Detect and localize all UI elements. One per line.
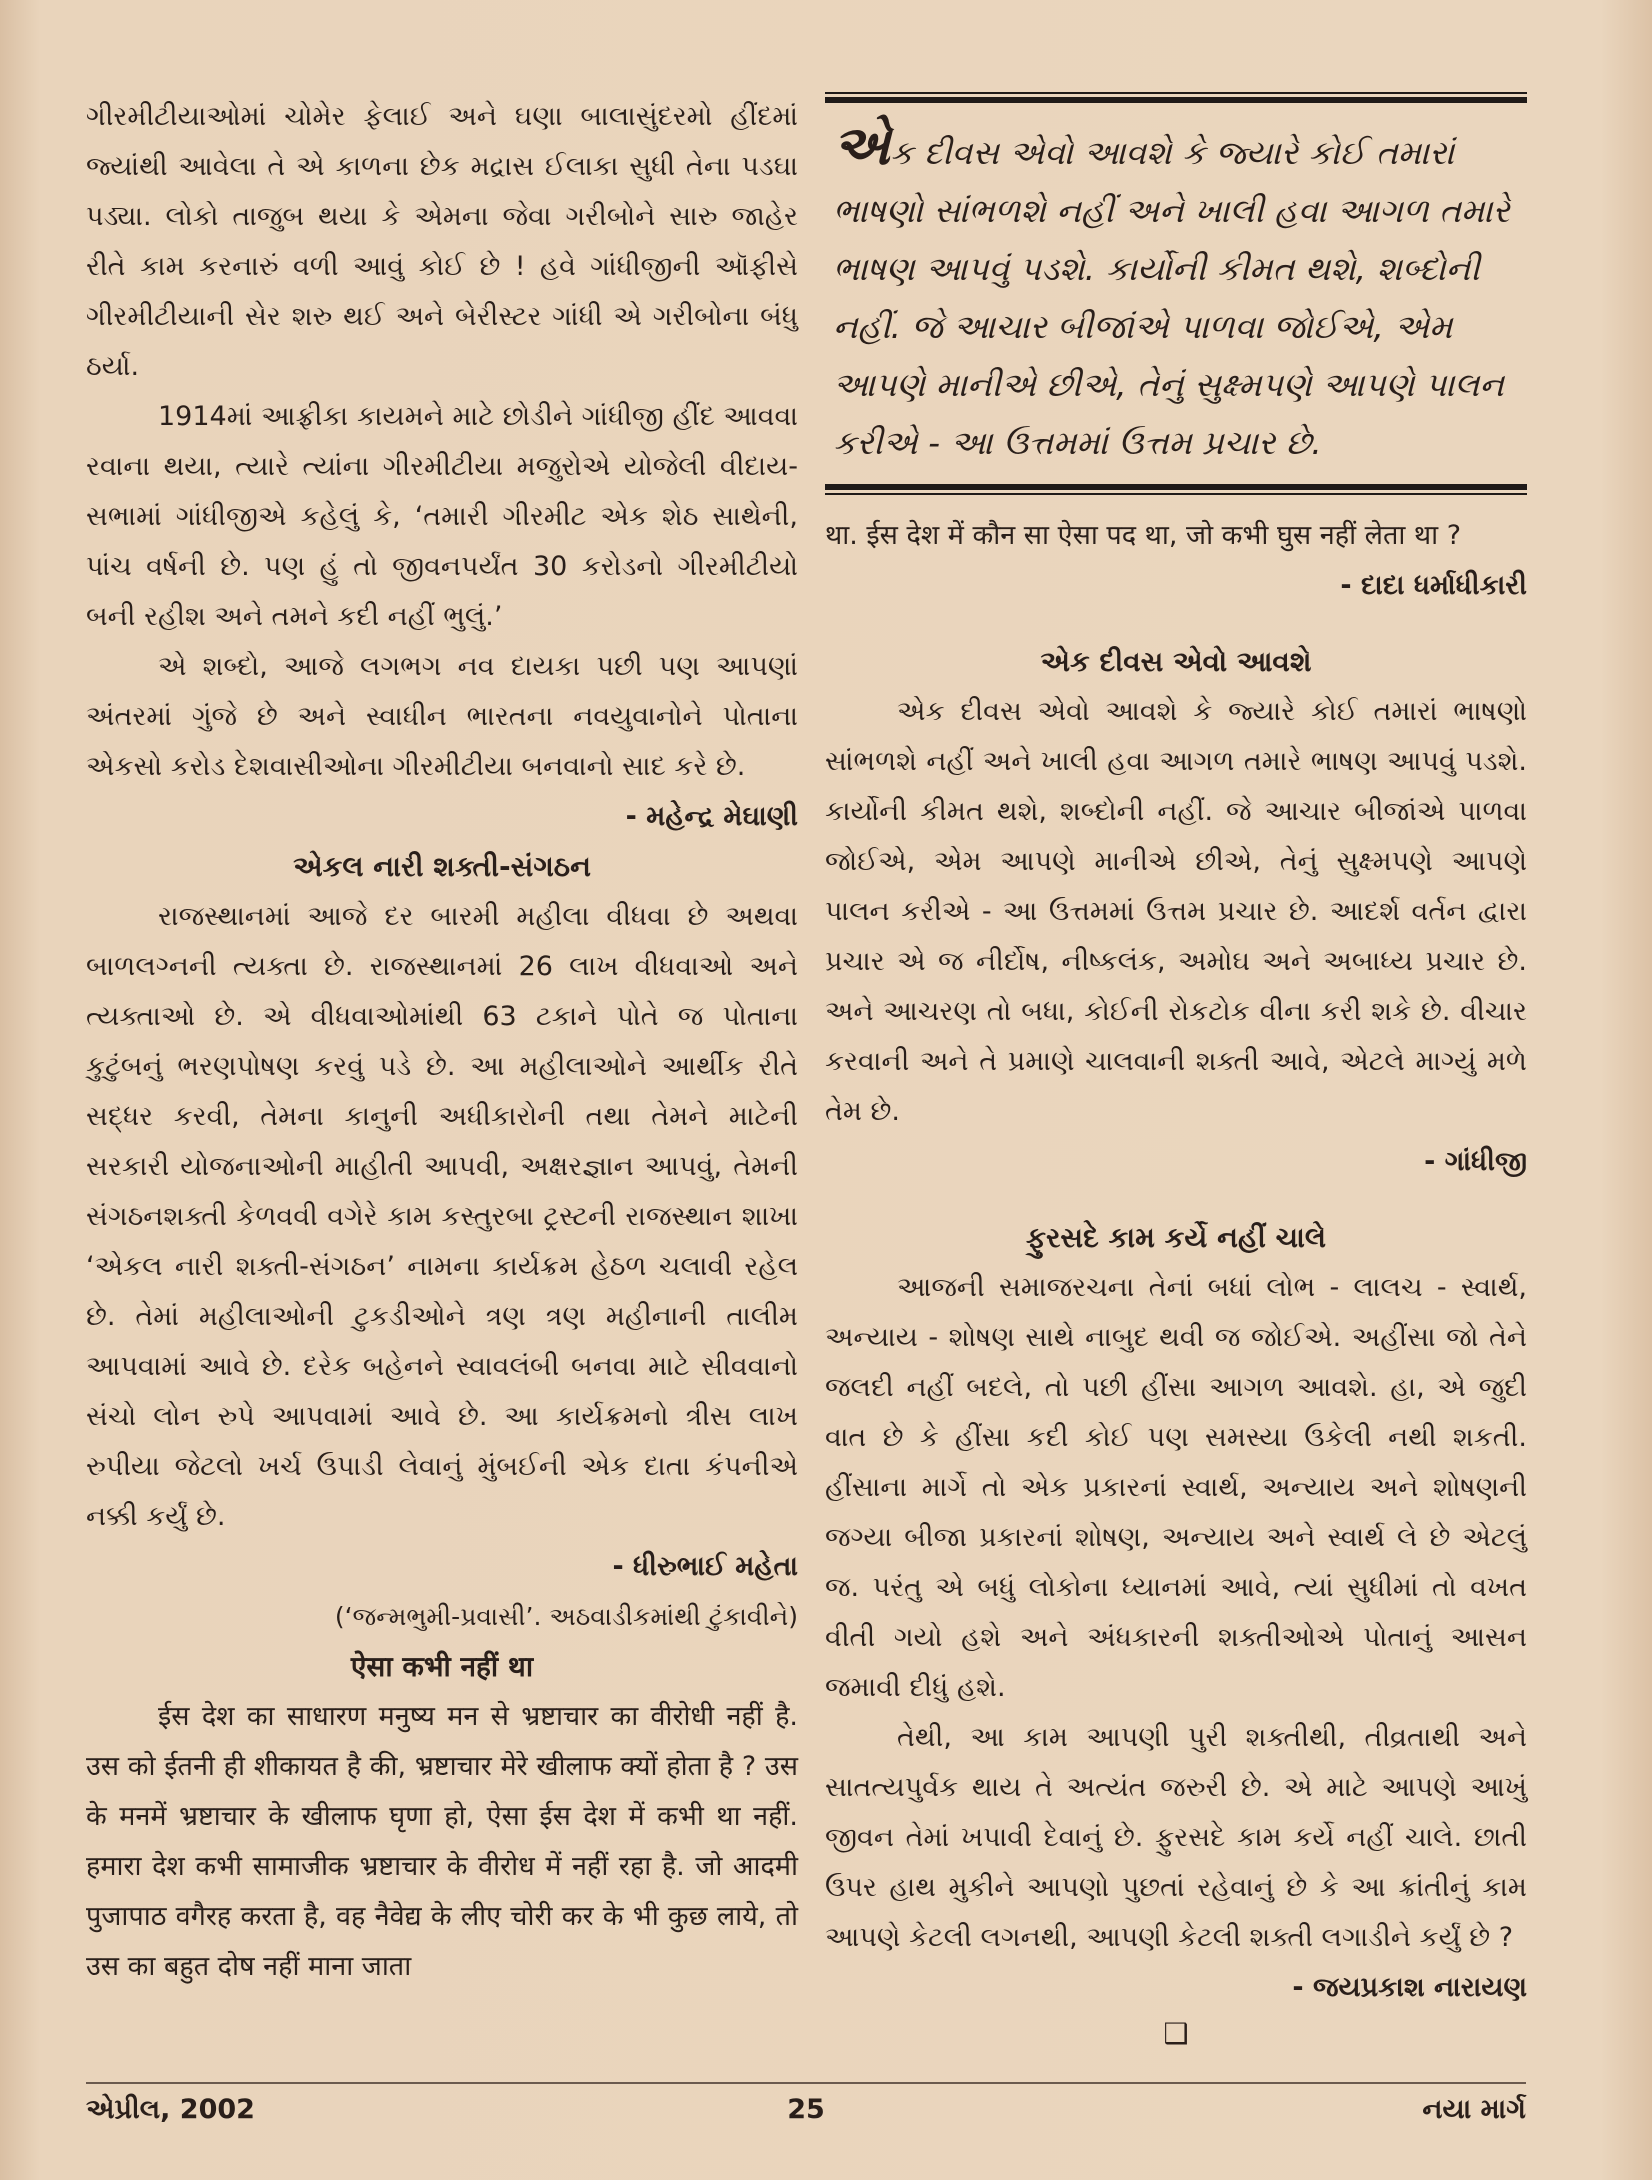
divider: [825, 484, 1527, 490]
source-note: (‘જન્મભુમી-પ્રવાસી’. અઠવાડીકમાંથી ટુંકાવીને): [334, 1602, 798, 1631]
section-heading: એકલ નારી શક્તી-સંગઠન: [293, 850, 591, 883]
paragraph: આજની સમાજરચના તેનાં બધાં લોભ - લાલચ - સ્વાર્થ, અન્યાય - શોષણ સાથે નાબુદ થવી જ જોઈએ. અહીંસા જો તેને જલદી નહીં બદલે, તો પછી હીંસા આગળ આવશે. હા, એ જુદી વાત છે કે હીંસા કદી કોઈ પણ સમસ્યા ઉકેલી નથી શકતી. હીંસાના માર્ગે તો એક પ્રકારનાં સ્વાર્થ, અન્યાય અને શોષણની જગ્યા બીજા પ્રકારનાં શોષણ, અન્યાય અને સ્વાર્થ લે છે એટલું જ. પરંતુ એ બધું લોકોના ધ્યાનમાં આવે, ત્યાં સુધીમાં તો વખત વીતી ગયો હશે અને અંધકારની શક્તીઓએ પોતાનું આસન જમાવી દીધું હશે.: [825, 1272, 1527, 1703]
author-signature: - ગાંધીજી: [1424, 1146, 1527, 1177]
section-heading: ફુરસદે કામ કર્યે નહીં ચાલે: [1025, 1221, 1327, 1254]
end-mark-icon: ❑: [1163, 2017, 1189, 2050]
pull-quote-text: ક દીવસ એવો આવશે કે જ્યારે કોઈ તમારાં ભાષણો સાંભળશે નહીં અને ખાલી હવા આગળ તમારે ભાષણ આપવું પડશે. કાર્યોની કીમત થશે, શબ્દોની નહીં. જે આચાર બીજાંએ પાળવા જોઈએ, એમ આપણે માનીએ છીએ, તેનું સુક્ષ્મપણે આપણે પાલન કરીએ - આ ઉત્તમમાં ઉત્તમ પ્રચાર છે.: [833, 133, 1510, 462]
paragraph: 1914માં આફ્રીકા કાયમને માટે છોડીને ગાંધીજી હીંદ આવવા રવાના થયા, ત્યારે ત્યાંના ગીરમીટીયા મજુરોએ યોજેલી વીદાય-સભામાં ગાંધીજીએ કહેલું કે, ‘તમારી ગીરમીટ એક શેઠ સાથેની, પાંચ વર્ષની છે. પણ હું તો જીવનપર્યંત 30 કરોડનો ગીરમીટીયો બની રહીશ અને તમને કદી નહીં ભુલું.’: [86, 401, 798, 632]
author-signature: - મહેન્દ્ર મેઘાણી: [625, 801, 798, 832]
divider: [825, 493, 1527, 495]
magazine-name: નયા માર્ગ: [1422, 2094, 1526, 2125]
paragraph: ગીરમીટીયાઓમાં ચોમેર ફેલાઈ અને ઘણા બાલાસુંદરમો હીંદમાં જ્યાંથી આવેલા તે એ કાળના છેક મદ્રાસ ઈલાકા સુધી તેના પડઘા પડ્યા. લોકો તાજુબ થયા કે એમના જેવા ગરીબોને સારુ જાહેર રીતે કામ કરનારું વળી આવું કોઈ છે ! હવે ગાંધીજીની ઑફીસે ગીરમીટીયાની સેર શરુ થઈ અને બેરીસ્ટર ગાંધી એ ગરીબોના બંધુ ઠર્યા.: [86, 101, 798, 382]
section-heading: એક દીવસ એવો આવશે: [1040, 645, 1312, 678]
divider: [825, 92, 1527, 94]
paragraph: એ શબ્દો, આજે લગભગ નવ દાયકા પછી પણ આપણાં અંતરમાં ગુંજે છે અને સ્વાધીન ભારતના નવયુવાનોને પોતાના એકસો કરોડ દેશવાસીઓના ગીરમીટીયા બનવાનો સાદ કરે છે.: [86, 651, 798, 782]
paragraph: રાજસ્થાનમાં આજે દર બારમી મહીલા વીધવા છે અથવા બાળલગ્નની ત્યક્તા છે. રાજસ્થાનમાં 26 લાખ વીધવાઓ અને ત્યક્તાઓ છે. એ વીધવાઓમાંથી 63 ટકાને પોતે જ પોતાના કુટુંબનું ભરણપોષણ કરવું પડે છે. આ મહીલાઓને આર્થીક રીતે સદ્ધર કરવી, તેમના કાનુની અધીકારોની તથા તેમને માટેની સરકારી યોજનાઓની માહીતી આપવી, અક્ષરજ્ઞાન આપવું, તેમની સંગઠનશક્તી કેળવવી વગેરે કામ કસ્તુરબા ટ્રસ્ટની રાજસ્થાન શાખા ‘એકલ નારી શક્તી-સંગઠન’ નામના કાર્યક્રમ હેઠળ ચલાવી રહેલ છે. તેમાં મહીલાઓની ટુકડીઓને ત્રણ ત્રણ મહીનાની તાલીમ આપવામાં આવે છે. દરેક બહેનને સ્વાવલંબી બનવા માટે સીવવાનો સંચો લોન રુપે આપવામાં આવે છે. આ કાર્યક્રમનો ત્રીસ લાખ રુપીયા જેટલો ખર્ચ ઉપાડી લેવાનું મુંબઈની એક દાતા કંપનીએ નક્કી કર્યું છે.: [86, 901, 798, 1532]
author-signature: - જયપ્રકાશ નારાયણ: [1292, 1972, 1527, 2003]
page-number: 25: [787, 2094, 825, 2125]
divider: [86, 2082, 1526, 2084]
drop-cap: એ: [833, 114, 890, 177]
issue-date: એપ્રીલ, 2002: [86, 2094, 255, 2125]
paragraph: એક દીવસ એવો આવશે કે જ્યારે કોઈ તમારાં ભાષણો સાંભળશે નહીં અને ખાલી હવા આગળ તમારે ભાષણ આપવું પડશે. કાર્યોની કીમત થશે, શબ્દોની નહીં. જે આચાર બીજાંએ પાળવા જોઈએ, એમ આપણે માનીએ છીએ, તેનું સુક્ષ્મપણે આપણે પાલન કરીએ - આ ઉત્તમમાં ઉત્તમ પ્રચાર છે. આદર્શ વર્તન દ્વારા પ્રચાર એ જ નીર્દોષ, નીષ્કલંક, અમોઘ અને અબાધ્ય પ્રચાર છે. અને આચરણ તો બધા, કોઈની રોકટોક વીના કરી શકે છે. વીચાર કરવાની અને તે પ્રમાણે ચાલવાની શક્તી આવે, એટલે માગ્યું મળે તેમ છે.: [825, 696, 1527, 1127]
paragraph: ईस देश का साधारण मनुष्य मन से भ्रष्टाचार का वीरोधी नहीं है. उस को ईतनी ही शीकायत है की, भ्रष्टाचार मेरे खीलाफ क्यों होता है ? उस के मनमें भ्रष्टाचार के खीलाफ घृणा हो, ऐसा ईस देश में कभी था नहीं. हमारा देश कभी सामाजीक भ्रष्टाचार के वीरोध में नहीं रहा है. जो आदमी पुजापाठ वगैरह करता है, वह नैवेद्य के लीए चोरी कर के भी कुछ लाये, तो उस का बहुत दोष नहीं माना जाता: [86, 1701, 798, 1982]
paragraph: તેથી, આ કામ આપણી પુરી શક્તીથી, તીવ્રતાથી અને સાતત્યપુર્વક થાય તે અત્યંત જરુરી છે. એ માટે આપણે આખું જીવન તેમાં ખપાવી દેવાનું છે. ફુરસદે કામ કર્યે નહીં ચાલે. છાતી ઉપર હાથ મુકીને આપણો પુછતાં રહેવાનું છે કે આ ક્રાંતીનું કામ આપણે કેટલી લગનથી, આપણી કેટલી શક્તી લગાડીને કર્યું છે ?: [825, 1722, 1527, 1953]
author-signature: - દાદા ધર્માધીકારી: [1340, 570, 1527, 601]
section-heading: ऐसा कभी नहीं था: [350, 1650, 534, 1683]
left-column: [86, 92, 798, 1992]
pull-quote: [825, 103, 1527, 484]
pull-quote-box: [825, 92, 1527, 495]
paragraph: था. ईस देश में कौन सा ऐसा पद था, जो कभी घुस नहीं लेता था ?: [825, 520, 1462, 551]
right-column: [825, 92, 1527, 2051]
author-signature: - ધીરુભાઈ મહેતા: [612, 1551, 798, 1582]
